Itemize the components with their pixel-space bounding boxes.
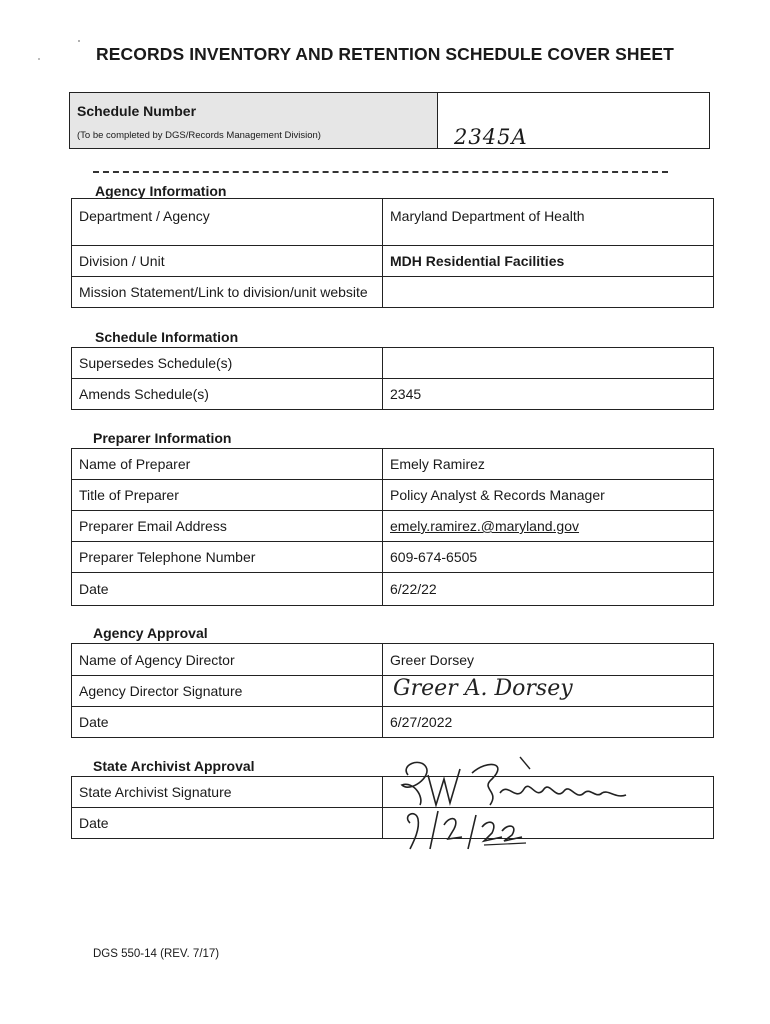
archivist-date-label: Date xyxy=(72,808,383,839)
schedule-number-note: (To be completed by DGS/Records Management Division) xyxy=(77,130,321,141)
table-row xyxy=(72,246,714,277)
table-row xyxy=(72,199,714,246)
table-row xyxy=(72,707,714,738)
schedule-information-table xyxy=(71,347,714,410)
approval-date-label: Date xyxy=(72,707,383,738)
preparer-name-label: Name of Preparer xyxy=(72,449,383,480)
amends-value[interactable]: 2345 xyxy=(383,379,714,410)
table-row xyxy=(72,480,714,511)
department-label: Department / Agency xyxy=(72,199,383,246)
preparer-phone-label: Preparer Telephone Number xyxy=(72,542,383,573)
director-name-label: Name of Agency Director xyxy=(72,644,383,676)
preparer-email-value[interactable]: emely.ramirez.@maryland.gov xyxy=(383,511,714,542)
state-archivist-approval-title: State Archivist Approval xyxy=(93,758,255,774)
table-row xyxy=(72,449,714,480)
director-signature-label: Agency Director Signature xyxy=(72,676,383,707)
director-signature: Greer A. Dorsey xyxy=(393,676,573,701)
table-row xyxy=(72,277,714,308)
schedule-information-title: Schedule Information xyxy=(95,329,239,345)
preparer-information-title: Preparer Information xyxy=(93,430,232,446)
schedule-number-box xyxy=(69,92,710,149)
form-number: DGS 550-14 (REV. 7/17) xyxy=(93,948,220,960)
preparer-date-value[interactable]: 6/22/22 xyxy=(383,573,714,606)
schedule-number-value: 2345A xyxy=(454,125,528,149)
table-row xyxy=(72,511,714,542)
page-title: RECORDS INVENTORY AND RETENTION SCHEDULE COVER SHEET xyxy=(96,44,674,64)
supersedes-value[interactable] xyxy=(383,348,714,379)
agency-approval-title: Agency Approval xyxy=(93,625,208,641)
preparer-title-label: Title of Preparer xyxy=(72,480,383,511)
schedule-number-label-cell xyxy=(70,93,438,148)
approval-date-value[interactable]: 6/27/2022 xyxy=(383,707,714,738)
department-value[interactable]: Maryland Department of Health xyxy=(383,199,714,246)
preparer-title-value[interactable]: Policy Analyst & Records Manager xyxy=(383,480,714,511)
mission-statement-label: Mission Statement/Link to division/unit website xyxy=(72,277,383,308)
division-value[interactable]: MDH Residential Facilities xyxy=(383,246,714,277)
supersedes-label: Supersedes Schedule(s) xyxy=(72,348,383,379)
preparer-name-value[interactable]: Emely Ramirez xyxy=(383,449,714,480)
schedule-number-label: Schedule Number xyxy=(77,103,197,119)
schedule-number-value-cell[interactable] xyxy=(438,93,709,148)
division-label: Division / Unit xyxy=(72,246,383,277)
amends-label: Amends Schedule(s) xyxy=(72,379,383,410)
agency-information-table xyxy=(71,198,714,308)
archivist-signature-graphic xyxy=(380,745,650,855)
archivist-signature-label: State Archivist Signature xyxy=(72,777,383,808)
table-row xyxy=(72,348,714,379)
preparer-phone-value[interactable]: 609-674-6505 xyxy=(383,542,714,573)
table-row xyxy=(72,644,714,676)
mission-statement-value[interactable] xyxy=(383,277,714,308)
scan-speck xyxy=(78,40,80,42)
table-row xyxy=(72,379,714,410)
table-row xyxy=(72,573,714,606)
preparer-information-table xyxy=(71,448,714,606)
preparer-date-label: Date xyxy=(72,573,383,606)
agency-information-title: Agency Information xyxy=(95,183,227,199)
director-name-value[interactable]: Greer Dorsey xyxy=(383,644,714,676)
dashed-divider xyxy=(93,171,668,173)
table-row xyxy=(72,542,714,573)
preparer-email-label: Preparer Email Address xyxy=(72,511,383,542)
